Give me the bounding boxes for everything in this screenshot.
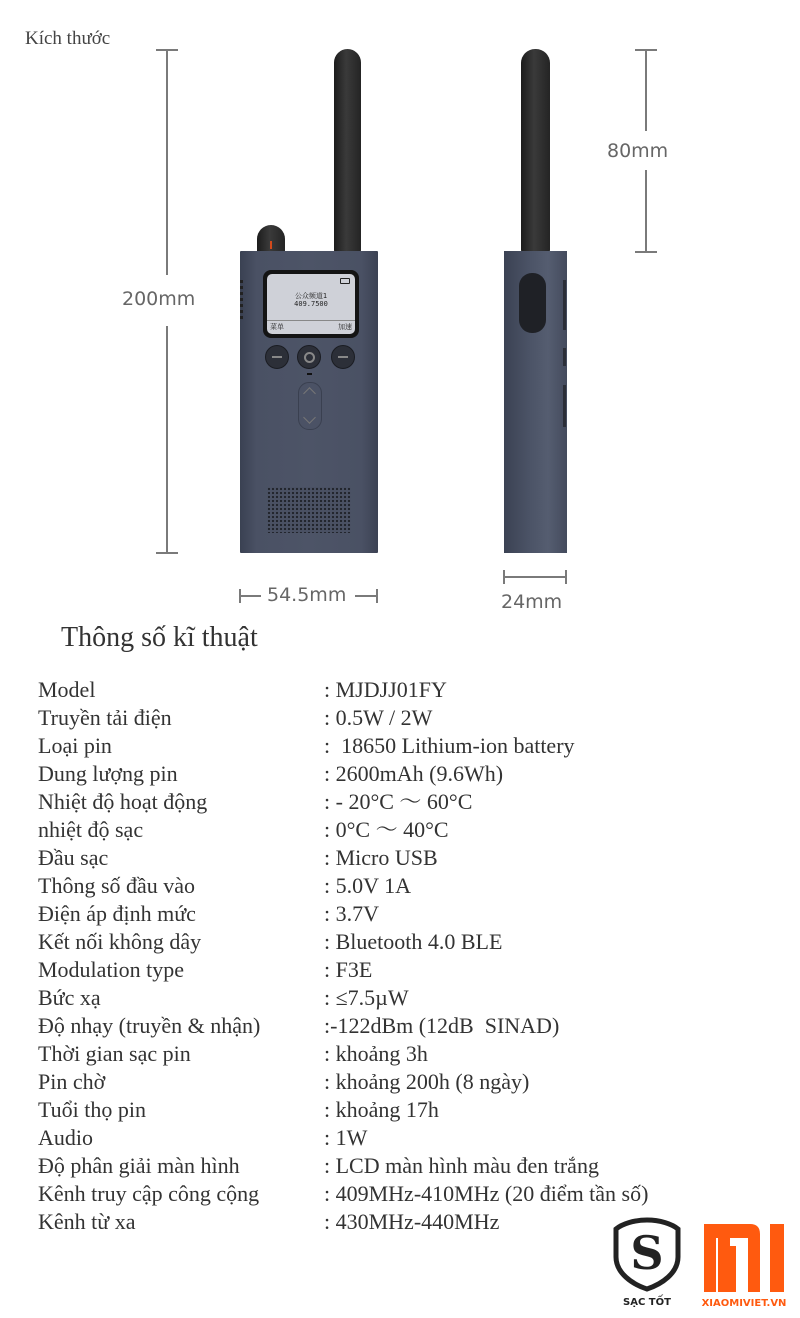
- spec-row: [38, 1208, 648, 1236]
- depth-dimension-cap-right: [565, 570, 567, 584]
- mi-logo-icon: [700, 1222, 795, 1294]
- specs-table: [38, 676, 648, 1236]
- screen-divider: [267, 320, 355, 321]
- spec-value: : 18650 Lithium-ion battery: [324, 733, 575, 758]
- spec-row: [38, 956, 648, 984]
- chevron-down-icon: [303, 411, 316, 424]
- spec-value: : Bluetooth 4.0 BLE: [324, 929, 503, 954]
- spec-value: : LCD màn hình màu đen trắng: [324, 1153, 599, 1178]
- spec-value: : 0.5W / 2W: [324, 705, 433, 730]
- antenna-dimension-line-top: [645, 49, 647, 131]
- height-dimension-label: 200mm: [122, 288, 196, 310]
- side-antenna: [521, 49, 550, 254]
- spec-key: Audio: [38, 1125, 93, 1150]
- width-dimension-label: 54.5mm: [267, 584, 347, 606]
- spec-key: Điện áp định mức: [38, 901, 196, 926]
- chevron-up-icon: [303, 387, 316, 400]
- xiaomiviet-logo: [700, 1222, 795, 1312]
- spec-key: Độ phân giải màn hình: [38, 1153, 240, 1178]
- spec-row: [38, 1068, 648, 1096]
- dimensions-label: Kích thước: [25, 28, 111, 49]
- width-dimension-line-right: [355, 595, 377, 597]
- spec-row: [38, 984, 648, 1012]
- screen-softkey-left: 菜单: [270, 323, 284, 331]
- sactot-caption: SẠC TỐT: [623, 1297, 671, 1308]
- spec-key: Đầu sạc: [38, 845, 109, 870]
- spec-value: : Micro USB: [324, 845, 438, 870]
- spec-value: : 0°C 〜 40°C: [324, 817, 449, 842]
- spec-value: : MJDJJ01FY: [324, 677, 447, 702]
- height-dimension-line-bottom: [166, 326, 168, 553]
- ok-button: [297, 345, 321, 369]
- spec-value: : khoảng 17h: [324, 1097, 439, 1122]
- knob-indicator: [270, 241, 272, 249]
- spec-value: : 430MHz-440MHz: [324, 1209, 500, 1234]
- spec-key: Modulation type: [38, 957, 185, 982]
- speaker-grille: [267, 487, 351, 533]
- width-dimension-line-left: [239, 595, 261, 597]
- spec-row: [38, 676, 648, 704]
- spec-key: Thời gian sạc pin: [38, 1041, 191, 1066]
- height-dimension-line-top: [166, 49, 168, 275]
- spec-value: : khoảng 3h: [324, 1041, 428, 1066]
- screen-frequency: 409.7500: [294, 300, 328, 308]
- spec-value: : - 20°C 〜 60°C: [324, 789, 473, 814]
- side-key-3: [563, 385, 566, 427]
- spec-key: Model: [38, 677, 96, 702]
- spec-row: [38, 844, 648, 872]
- spec-row: [38, 928, 648, 956]
- spec-row: [38, 704, 648, 732]
- mic-hole: [307, 373, 312, 375]
- spec-key: Kênh từ xa: [38, 1209, 136, 1234]
- spec-value: : 5.0V 1A: [324, 873, 411, 898]
- volume-rocker: [298, 382, 322, 430]
- spec-key: Kênh truy cập công cộng: [38, 1181, 260, 1206]
- spec-value: : ≤7.5µW: [324, 985, 409, 1010]
- width-dimension-cap-right: [376, 589, 378, 603]
- side-ptt-button: [519, 273, 546, 333]
- spec-key: Pin chờ: [38, 1069, 106, 1094]
- sactot-letter: S: [630, 1226, 664, 1280]
- spec-value: : F3E: [324, 957, 373, 982]
- side-key-1: [563, 280, 566, 330]
- spec-key: Dung lượng pin: [38, 761, 178, 786]
- spec-key: nhiệt độ sạc: [38, 817, 144, 842]
- antenna-dimension-cap-bottom: [635, 251, 657, 253]
- spec-row: [38, 900, 648, 928]
- spec-row: [38, 1180, 648, 1208]
- spec-row: [38, 788, 648, 816]
- antenna-dimension-label: 80mm: [607, 140, 669, 162]
- spec-value: : khoảng 200h (8 ngày): [324, 1069, 530, 1094]
- spec-key: Bức xạ: [38, 985, 101, 1010]
- spec-row: [38, 1040, 648, 1068]
- xiaomiviet-caption: XIAOMIVIET.VN: [701, 1298, 787, 1309]
- spec-value: : 3.7V: [324, 901, 379, 926]
- specs-title: Thông số kĩ thuật: [61, 622, 258, 653]
- spec-value: : 409MHz-410MHz (20 điểm tần số): [324, 1181, 649, 1206]
- battery-icon: [340, 278, 350, 284]
- spec-row: [38, 760, 648, 788]
- screen-channel: 公众频道1: [294, 292, 328, 300]
- sactot-logo: [612, 1217, 682, 1312]
- spec-row: [38, 732, 648, 760]
- spec-row: [38, 816, 648, 844]
- right-softkey-button: [331, 345, 355, 369]
- depth-dimension-label: 24mm: [501, 591, 563, 613]
- spec-value: : 1W: [324, 1125, 368, 1150]
- spec-key: Nhiệt độ hoạt động: [38, 789, 208, 814]
- spec-value: :-122dBm (12dB SINAD): [324, 1013, 560, 1038]
- spec-key: Truyền tải điện: [38, 705, 172, 730]
- spec-row: [38, 1096, 648, 1124]
- spec-row: [38, 1124, 648, 1152]
- spec-key: Loại pin: [38, 733, 112, 758]
- spec-row: [38, 872, 648, 900]
- device-screen: [267, 274, 355, 334]
- depth-dimension-line: [503, 576, 566, 578]
- height-dimension-cap-bottom: [156, 552, 178, 554]
- spec-row: [38, 1152, 648, 1180]
- side-key-2: [563, 348, 566, 366]
- spec-key: Tuổi thọ pin: [38, 1097, 147, 1122]
- spec-value: : 2600mAh (9.6Wh): [324, 761, 504, 786]
- spec-row: [38, 1012, 648, 1040]
- screen-softkey-right: 加速: [338, 323, 352, 331]
- front-antenna: [334, 49, 361, 254]
- spec-key: Độ nhạy (truyền & nhận): [38, 1013, 261, 1038]
- antenna-dimension-line-bottom: [645, 170, 647, 252]
- spec-key: Kết nối không dây: [38, 929, 202, 954]
- spec-key: Thông số đầu vào: [38, 873, 196, 898]
- side-ptt-grip: [240, 280, 243, 320]
- left-softkey-button: [265, 345, 289, 369]
